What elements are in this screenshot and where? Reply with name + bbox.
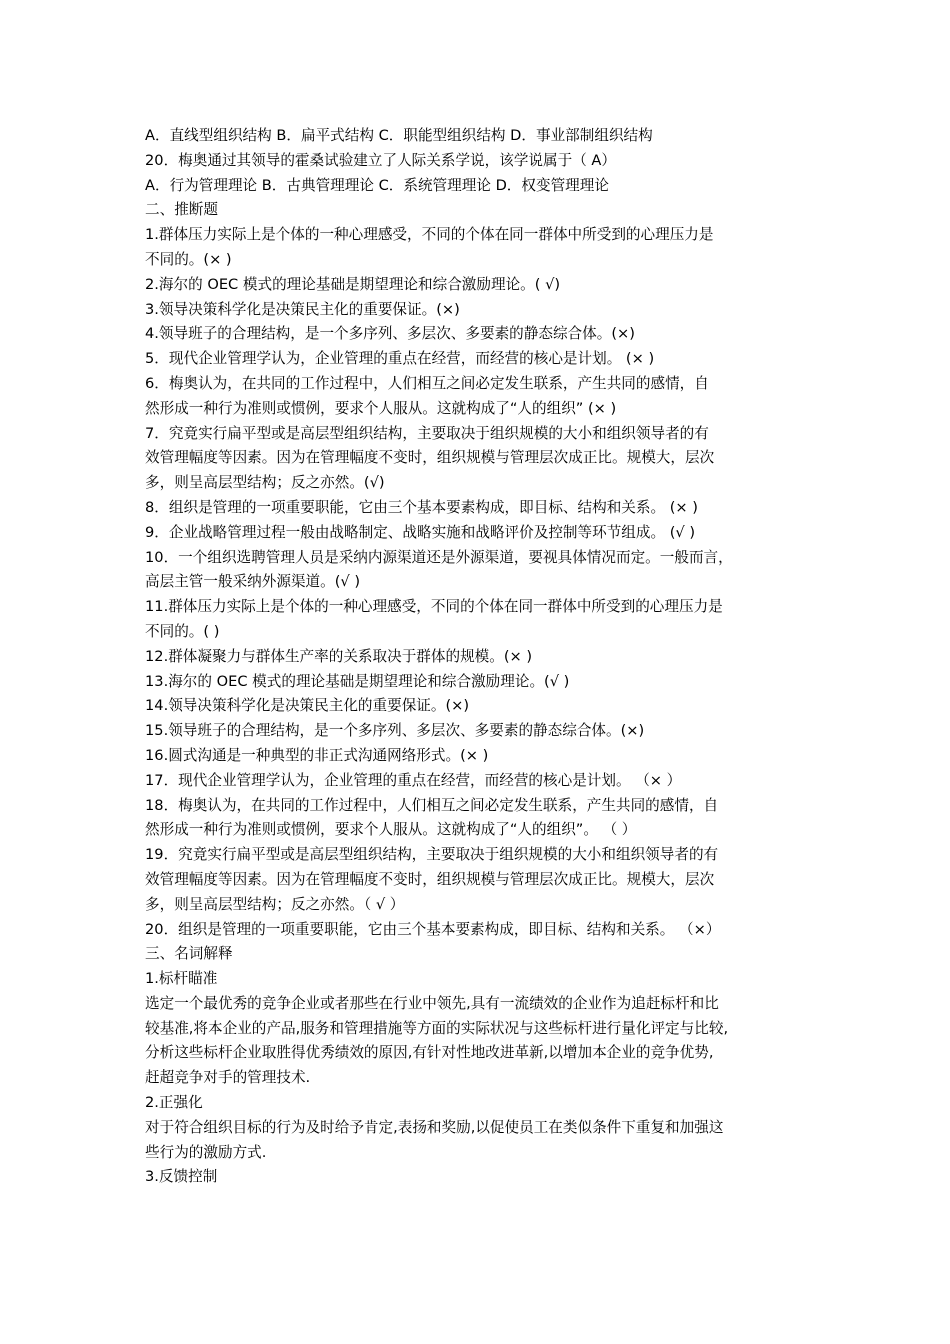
text-line: 13.海尔的 OEC 模式的理论基础是期望理论和综合激励理论。(√ ) — [145, 672, 570, 690]
text-line: 2.正强化 — [145, 1094, 203, 1112]
text-line: 9．企业战略管理过程一般由战略制定、战略实施和战略评价及控制等环节组成。 (√ ) — [145, 523, 696, 541]
text-line: 3.领导决策科学化是决策民主化的重要保证。(×) — [145, 300, 460, 318]
text-line: 11.群体压力实际上是个体的一种心理感受，不同的个体在同一群体中所受到的心理压力是 — [145, 598, 723, 616]
text-line: 18．梅奥认为，在共同的工作过程中，人们相互之间必定发生联系，产生共同的感情，自 — [145, 796, 719, 814]
text-line: 4.领导班子的合理结构，是一个多序列、多层次、多要素的静态综合体。(×) — [145, 325, 635, 343]
text-line: 3.反馈控制 — [145, 1168, 218, 1186]
text-line: 对于符合组织目标的行为及时给予肯定,表扬和奖励,以促使员工在类似条件下重复和加强这 — [145, 1118, 724, 1136]
text-line: 赶超竞争对手的管理技术. — [145, 1069, 311, 1087]
text-line: 多，则呈高层型结构；反之亦然。(√) — [145, 474, 385, 492]
text-line: 效管理幅度等因素。因为在管理幅度不变时，组织规模与管理层次成正比。规模大，层次 — [145, 870, 715, 888]
text-line: 三、名词解释 — [145, 945, 233, 963]
text-line: 然形成一种行为准则或惯例，要求个人服从。这就构成了“人的组织” (× ) — [145, 399, 617, 417]
text-line: 6．梅奥认为，在共同的工作过程中，人们相互之间必定发生联系，产生共同的感情，自 — [145, 374, 709, 392]
text-line: 5．现代企业管理学认为，企业管理的重点在经营，而经营的核心是计划。 (× ) — [145, 350, 655, 368]
text-line: 高层主管一般采纳外源渠道。(√ ) — [145, 573, 361, 591]
text-line: 不同的。( ) — [145, 622, 220, 640]
text-line: 1.标杆瞄准 — [145, 970, 218, 988]
text-line: A．行为管理理论 B．古典管理理论 C．系统管理理论 D．权变管理理论 — [145, 176, 609, 194]
text-line: 然形成一种行为准则或惯例，要求个人服从。这就构成了“人的组织”。 （ ） — [145, 821, 637, 839]
text-line: 17．现代企业管理学认为，企业管理的重点在经营，而经营的核心是计划。 （× ） — [145, 771, 682, 789]
text-line: 二、推断题 — [145, 201, 218, 219]
text-line: 10．一个组织选聘管理人员是采纳内源渠道还是外源渠道，要视具体情况而定。一般而言， — [145, 548, 733, 566]
text-line: 些行为的激励方式. — [145, 1143, 267, 1161]
text-line: A．直线型组织结构 B．扁平式结构 C．职能型组织结构 D．事业部制组织结构 — [145, 127, 653, 144]
document-page — [145, 124, 825, 1190]
text-line: 7．究竟实行扁平型或是高层型组织结构，主要取决于组织规模的大小和组织领导者的有 — [145, 424, 709, 442]
text-line: 分析这些标杆企业取胜得优秀绩效的原因,有针对性地改进革新,以增加本企业的竞争优势, — [145, 1044, 714, 1062]
text-line: 20．梅奥通过其领导的霍桑试验建立了人际关系学说，该学说属于（ A） — [145, 151, 617, 169]
text-line: 16.圆式沟通是一种典型的非正式沟通网络形式。(× ) — [145, 746, 489, 764]
text-line: 较基准,将本企业的产品,服务和管理措施等方面的实际状况与这些标杆进行量化评定与比较, — [145, 1019, 729, 1037]
text-line: 多，则呈高层型结构；反之亦然。（ √ ） — [145, 895, 405, 913]
text-line: 不同的。(× ) — [145, 250, 232, 268]
text-line: 14.领导决策科学化是决策民主化的重要保证。(×) — [145, 697, 470, 715]
text-line: 19．究竟实行扁平型或是高层型组织结构，主要取决于组织规模的大小和组织领导者的有 — [145, 846, 719, 864]
text-line: 效管理幅度等因素。因为在管理幅度不变时，组织规模与管理层次成正比。规模大，层次 — [145, 449, 715, 467]
text-line: 选定一个最优秀的竞争企业或者那些在行业中领先,具有一流绩效的企业作为追赶标杆和比 — [145, 994, 719, 1012]
text-line: 15.领导班子的合理结构，是一个多序列、多层次、多要素的静态综合体。(×) — [145, 722, 645, 740]
text-line: 1.群体压力实际上是个体的一种心理感受，不同的个体在同一群体中所受到的心理压力是 — [145, 226, 714, 244]
text-line: 20．组织是管理的一项重要职能，它由三个基本要素构成，即目标、结构和关系。 （×） — [145, 920, 721, 938]
text-line: 2.海尔的 OEC 模式的理论基础是期望理论和综合激励理论。( √) — [145, 275, 561, 293]
text-line: 8．组织是管理的一项重要职能，它由三个基本要素构成，即目标、结构和关系。 (× ) — [145, 498, 698, 516]
text-line: 12.群体凝聚力与群体生产率的关系取决于群体的规模。(× ) — [145, 647, 533, 665]
